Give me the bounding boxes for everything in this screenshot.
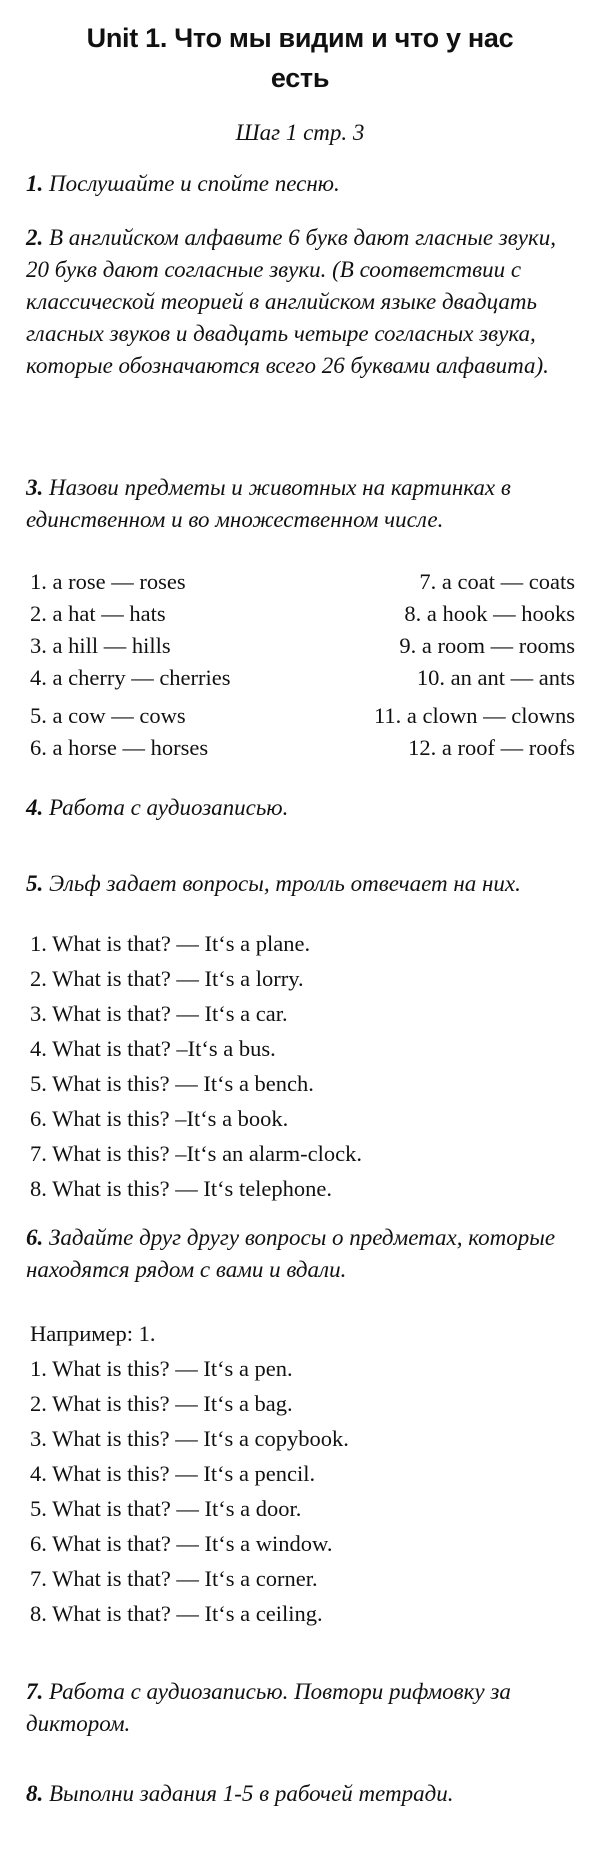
task-5: [26, 868, 566, 900]
dialogue-line: 7. What is this? –It‘s an alarm-clock.: [30, 1141, 362, 1166]
word-pair: 12. a roof — roofs: [408, 735, 575, 760]
dialogue-line: 5. What is this? — It‘s a bench.: [30, 1071, 314, 1096]
word-pair: 3. a hill — hills: [30, 633, 171, 658]
step-label: Шаг 1 стр. 3: [235, 120, 365, 145]
unit-title-line2: есть: [270, 63, 330, 93]
word-pair-row: [30, 700, 575, 732]
task-8: [26, 1778, 566, 1810]
task-4: [26, 792, 566, 824]
dialogue-line: 6. What is that? — It‘s a window.: [30, 1531, 333, 1556]
task-number: 1.: [26, 171, 44, 196]
task-number: 8.: [26, 1781, 44, 1806]
task-text: Задайте друг другу вопросы о предметах, которые находятся рядом с вами и вдали.: [26, 1225, 556, 1282]
task-2: [26, 222, 566, 382]
task-text: Выполни задания 1-5 в рабочей тетради.: [49, 1781, 454, 1806]
dialogue-line: 6. What is this? –It‘s a book.: [30, 1106, 289, 1131]
task-number: 3.: [26, 475, 44, 500]
dialogue-line: 8. What is this? — It‘s telephone.: [30, 1176, 333, 1201]
task-6-dialogue: [30, 1316, 349, 1631]
dialogue-line: 3. What is that? — It‘s a car.: [30, 1001, 288, 1026]
dialogue-line: 1. What is this? — It‘s a pen.: [30, 1356, 293, 1381]
dialogue-line: 8. What is that? — It‘s a ceiling.: [30, 1601, 323, 1626]
task-text: Послушайте и спойте песню.: [49, 171, 340, 196]
word-pair: 5. a cow — cows: [30, 703, 186, 728]
task-number: 5.: [26, 871, 44, 896]
word-pair: 8. a hook — hooks: [404, 601, 575, 626]
dialogue-line: 4. What is that? –It‘s a bus.: [30, 1036, 276, 1061]
task-7: [26, 1676, 566, 1740]
word-pair-row: [30, 662, 575, 694]
word-pair-row: [30, 598, 575, 630]
dialogue-line: 4. What is this? — It‘s a pencil.: [30, 1461, 316, 1486]
task-number: 2.: [26, 225, 44, 250]
task-text: Эльф задает вопросы, тролль отвечает на них.: [49, 871, 521, 896]
task-text: Работа с аудиозаписью.: [49, 795, 289, 820]
task-text: Работа с аудиозаписью. Повтори рифмовку за диктором.: [26, 1679, 511, 1736]
task-text: Назови предметы и животных на картинках в единственном и во множественном числе.: [26, 475, 511, 532]
task-3: [26, 472, 566, 536]
word-pair: 7. a coat — coats: [419, 569, 575, 594]
task-1: [26, 168, 566, 200]
word-pair-row: [30, 566, 575, 598]
dialogue-line: 2. What is this? — It‘s a bag.: [30, 1391, 293, 1416]
word-pair: 1. a rose — roses: [30, 569, 186, 594]
word-pair: 4. a cherry — cherries: [30, 665, 231, 690]
dialogue-line: 3. What is this? — It‘s a copybook.: [30, 1426, 349, 1451]
word-pair: 2. a hat — hats: [30, 601, 166, 626]
dialogue-line: 7. What is that? — It‘s a corner.: [30, 1566, 318, 1591]
task-5-dialogue: [30, 926, 362, 1206]
task-number: 6.: [26, 1225, 44, 1250]
word-pair-row: [30, 630, 575, 662]
word-pair: 11. a clown — clowns: [373, 703, 575, 728]
word-pair-row: [30, 732, 575, 764]
task-6: [26, 1222, 566, 1286]
word-pair: 6. a horse — horses: [30, 735, 209, 760]
unit-title-line1: Unit 1. Что мы видим и что у нас: [86, 23, 514, 53]
dialogue-line: 1. What is that? — It‘s a plane.: [30, 931, 311, 956]
task-text: В английском алфавите 6 букв дают гласные звуки, 20 букв дают согласные звуки. (В соответствии с классической теорией в английском языке двадцать гласных звуков и двадцать четыре согласных звука, которые обозначаются всего 26 буквами алфавита).: [26, 225, 556, 378]
unit-title: [26, 18, 574, 98]
task-3-word-list: [30, 566, 575, 764]
task-number: 7.: [26, 1679, 44, 1704]
dialogue-line: 5. What is that? — It‘s a door.: [30, 1496, 302, 1521]
dialogue-line: 2. What is that? — It‘s a lorry.: [30, 966, 304, 991]
task-number: 4.: [26, 795, 44, 820]
example-label: Например: 1.: [30, 1321, 156, 1346]
word-pair: 10. an ant — ants: [416, 665, 575, 690]
word-pair: 9. a room — rooms: [399, 633, 575, 658]
